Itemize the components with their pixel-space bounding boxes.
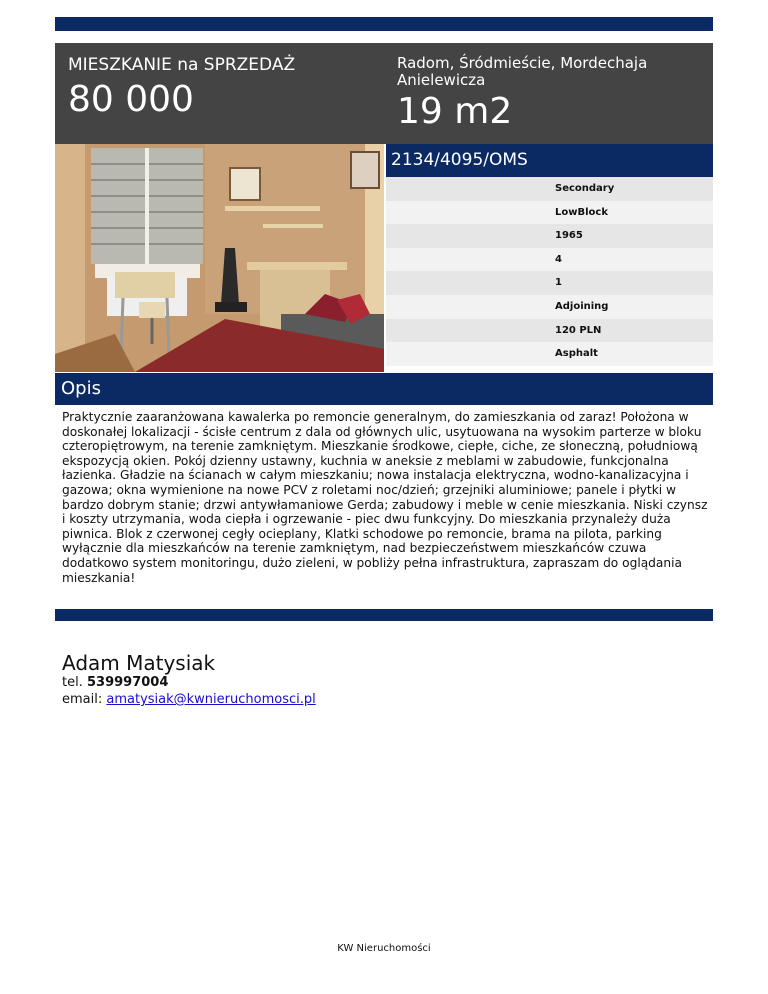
area: 19 m2: [397, 91, 513, 132]
footer-company: KW Nieruchomości: [337, 943, 431, 954]
description-text: Praktycznie zaaranżowana kawalerka po remoncie generalnym, do zamieszkania od zaraz! Położona w doskonałej lokalizacji - ścisłe centrum z dala od głównych ulic, usytuowana na wysokim parterze w bloku czteropiętrowym, na terenie zamkniętym. Mieszkanie środkowe, ciepłe, ciche, ze słoneczną, południową ekspozycją okien. Pokój dzienny ustawny, kuchnia w aneksie z meblami w zabudowie, funkcjonalna łazienka. Gładzie na ścianach w całym mieszkaniu; nowa instalacja elektryczna, wodno-kanalizacyjna i gazowa; okna wymienione na nowe PCV z roletami noc/dzień; grzejniki aluminiowe; panele i płytki w bardzo dobrym stanie; drzwi antywłamaniowe Gerda; zabudowy i meble w cenie mieszkania. Niski czynsz i koszty utrzymania, woda ciepła i ogrzewanie - piec dwu funkcyjny. Do mieszkania przynależy duża piwnica. Blok z czerwonej cegły ocieplany, Klatki schodowe po remoncie, brama na pilota, parking wyłącznie dla mieszkańców na terenie zamkniętym, nad bezpieczeństwem mieszkańców czuwa dodatkowo system monitoringu, dużo zieleni, w pobliży pełna infrastruktura, zapraszam do oglądania mieszkania!: [62, 410, 708, 585]
phone-number: 539997004: [86, 675, 169, 690]
attribute-access-road: Asphalt: [386, 342, 713, 366]
price: 80 000: [68, 79, 194, 120]
divider-bar: [55, 609, 713, 621]
agent-name: Adam Matysiak: [62, 651, 216, 675]
attribute-floors: 4: [386, 248, 713, 272]
agent-email-line: [62, 691, 662, 708]
description-heading: Opis: [55, 373, 713, 405]
agent-phone-line: [62, 674, 662, 691]
attribute-building-type: LowBlock: [386, 201, 713, 225]
room-illustration: [55, 144, 384, 372]
top-bar: [55, 17, 713, 31]
header-left: [68, 55, 378, 121]
attribute-market: Secondary: [386, 177, 713, 201]
reference-number: 2134/4095/OMS: [386, 144, 713, 177]
location: Radom, Śródmieście, Mordechaja Anielewicza: [397, 54, 648, 89]
email-link[interactable]: amatysiak@kwnieruchomosci.pl: [106, 692, 316, 707]
offer-type: MIESZKANIE na SPRZEDAŻ: [68, 55, 296, 75]
agent-contact: [62, 652, 662, 708]
attributes-table: [386, 177, 713, 366]
phone-label: tel.: [62, 675, 83, 690]
attribute-year-built: 1965: [386, 224, 713, 248]
header-right: [397, 55, 697, 133]
property-photo: [55, 144, 384, 372]
attribute-rooms: 1: [386, 271, 713, 295]
listing-header: [55, 43, 713, 144]
attribute-kitchen: Adjoining: [386, 295, 713, 319]
attribute-rent: 120 PLN: [386, 319, 713, 343]
email-label: email:: [62, 692, 103, 707]
